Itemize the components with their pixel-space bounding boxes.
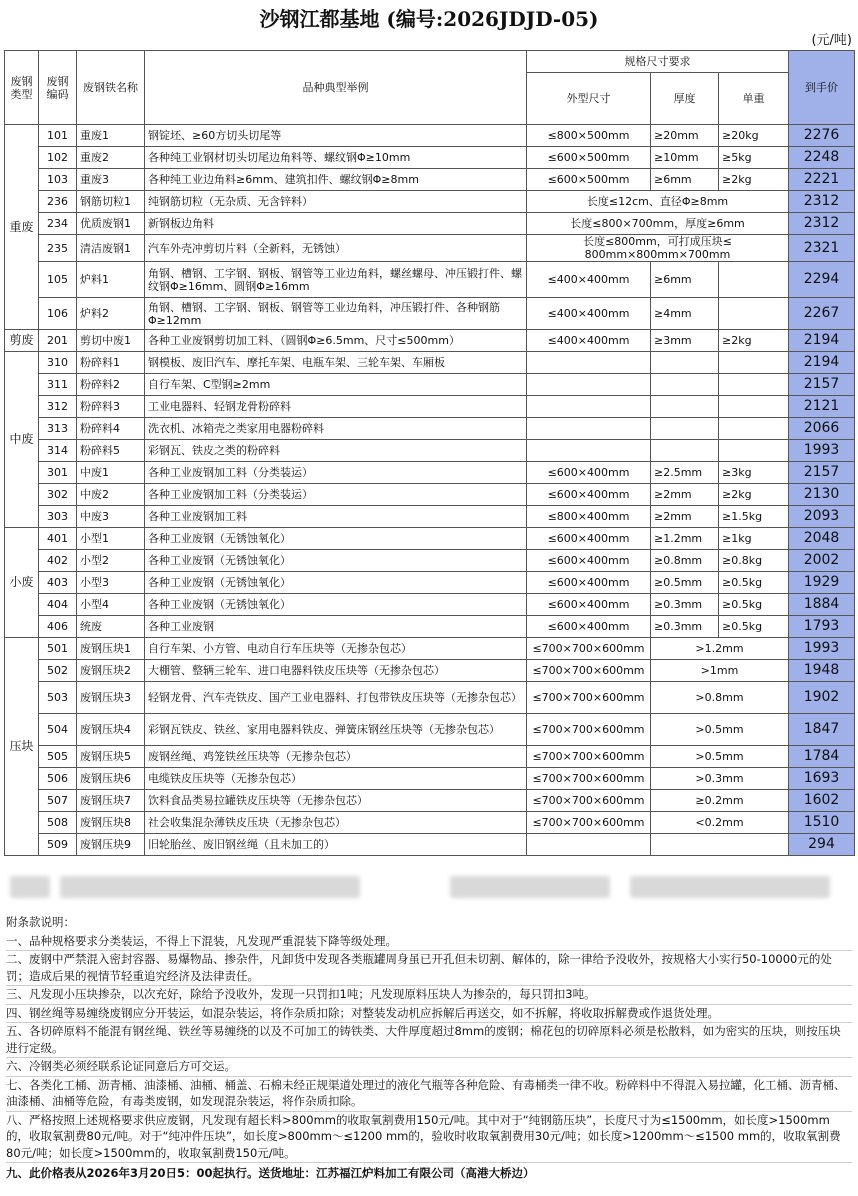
scrap-name: 中废3 [77,506,145,528]
header-thickness: 厚度 [651,73,719,125]
price-value: 1902 [789,682,855,714]
scrap-name: 重废1 [77,125,145,147]
spec-size [527,396,651,418]
scrap-name: 中废2 [77,484,145,506]
scrap-code: 302 [39,484,77,506]
typical-example: 各种工业废钢加工料（分类装运） [145,462,527,484]
scrap-name: 废钢压块5 [77,746,145,768]
scrap-name: 统废 [77,616,145,638]
scrap-name: 粉碎料1 [77,352,145,374]
group-label: 压块 [5,638,39,856]
scrap-code: 310 [39,352,77,374]
spec-size: ≤700×700×600mm [527,682,651,714]
price-value: 2294 [789,262,855,298]
terms-notes [6,914,852,1182]
scrap-name: 小型1 [77,528,145,550]
price-value: 2312 [789,213,855,235]
group-label: 小废 [5,528,39,638]
spec-thickness: <0.2mm [651,812,789,834]
price-value: 2130 [789,484,855,506]
spec-size [527,352,651,374]
typical-example: 钢模板、废旧汽车、摩托车架、电瓶车架、三轮车架、车厢板 [145,352,527,374]
table-row [5,812,855,834]
scrap-code: 103 [39,169,77,191]
spec-thickness: ≥2.5mm [651,462,719,484]
price-value: 1948 [789,660,855,682]
typical-example: 各种纯工业钢材切头切尾边角料等、螺纹钢Φ≥10mm [145,147,527,169]
spec-weight: ≥0.5kg [719,572,789,594]
spec-thickness: ≥0.3mm [651,594,719,616]
scrap-name: 废钢压块9 [77,834,145,856]
spec-weight [719,418,789,440]
scrap-name: 废钢压块7 [77,790,145,812]
table-row [5,330,855,352]
price-value: 2002 [789,550,855,572]
spec-size: ≤600×500mm [527,147,651,169]
spec-thickness [651,418,719,440]
spec-weight: ≥2kg [719,330,789,352]
spec-size: ≤600×400mm [527,462,651,484]
spec-weight: ≥20kg [719,125,789,147]
scrap-code: 402 [39,550,77,572]
scrap-name: 小型2 [77,550,145,572]
scrap-code: 505 [39,746,77,768]
spec-thickness [651,834,789,856]
spec-weight [719,396,789,418]
spec-thickness: ≥6mm [651,169,719,191]
spec-thickness: >0.5mm [651,714,789,746]
scrap-code: 504 [39,714,77,746]
header-price: 到手价 [789,51,855,125]
scrap-code: 314 [39,440,77,462]
spec-thickness [651,352,719,374]
table-row [5,506,855,528]
typical-example: 各种工业废钢剪切加工料、（圆钢Φ≥6.5mm、尺寸≤500mm） [145,330,527,352]
typical-example: 新钢板边角料 [145,213,527,235]
typical-example: 各种工业废钢（无锈蚀氧化） [145,528,527,550]
spec-size: ≤600×400mm [527,528,651,550]
spec-weight: ≥1.5kg [719,506,789,528]
spec-weight [719,440,789,462]
scrap-name: 废钢压块1 [77,638,145,660]
scrap-code: 406 [39,616,77,638]
spec-size: ≤600×400mm [527,616,651,638]
spec-weight: ≥3kg [719,462,789,484]
scrap-code: 506 [39,768,77,790]
typical-example: 大棚管、整辆三轮车、进口电器料铁皮压块等（无掺杂包芯） [145,660,527,682]
table-row [5,125,855,147]
scrap-name: 优质废钢1 [77,213,145,235]
price-value: 2194 [789,330,855,352]
scrap-code: 303 [39,506,77,528]
group-label: 剪废 [5,330,39,352]
spec-thickness: ≥20mm [651,125,719,147]
table-row [5,550,855,572]
note-item: 七、各类化工桶、沥青桶、油漆桶、油桶、桶盖、石棉未经正规渠道处理过的液化气瓶等各种危险、有毒桶类一律不收。粉碎料中不得混入易拉罐，化工桶、沥青桶、油漆桶、油桶等危险，有毒类废钢，如发现混杂装运，将作杂质扣除。 [6,1077,852,1112]
price-value: 2221 [789,169,855,191]
spec-size: ≤600×400mm [527,594,651,616]
redacted-text [450,876,610,898]
table-row [5,638,855,660]
scrap-name: 炉料2 [77,298,145,330]
price-table-body [5,125,855,856]
typical-example: 工业电器料、轻钢龙骨粉碎料 [145,396,527,418]
note-item: 六、冷钢类必须经联系论证同意后方可交运。 [6,1058,852,1077]
scrap-name: 重废2 [77,147,145,169]
redacted-text [60,876,360,898]
note-item: 八、严格按照上述规格要求供应废钢，凡发现有超长料>800mm的收取氧割费用150元/吨。其中对于“纯钢筋压块”，长度尺寸为≤1500mm，如长度>1500mm的，收取氧割费80元/吨。对于“纯冲件压块”，如长度>800mm～≤1200 mm的，验收时收取氧割费用30元/吨；如长度>1200mm～≤1500 mm的，收取氧割费80元/吨；如长度>1500mm的，收取氧割费150元/吨。 [6,1112,852,1164]
price-value: 1993 [789,440,855,462]
scrap-name: 粉碎料4 [77,418,145,440]
price-value: 2048 [789,528,855,550]
price-table [4,50,855,856]
scrap-name: 中废1 [77,462,145,484]
price-value: 1793 [789,616,855,638]
price-value: 2093 [789,506,855,528]
header-example: 品种典型举例 [145,51,527,125]
spec-thickness: >1mm [651,660,789,682]
spec-thickness: >0.3mm [651,768,789,790]
spec-thickness: ≥3mm [651,330,719,352]
price-value: 2312 [789,191,855,213]
scrap-name: 小型4 [77,594,145,616]
price-value: 1693 [789,768,855,790]
spec-thickness: >1.2mm [651,638,789,660]
typical-example: 自行车架、C型钢≥2mm [145,374,527,396]
price-value: 1847 [789,714,855,746]
spec-weight: ≥0.5kg [719,594,789,616]
scrap-name: 废钢压块3 [77,682,145,714]
spec-weight: ≥0.5kg [719,616,789,638]
table-row [5,616,855,638]
price-value: 2157 [789,374,855,396]
table-row [5,682,855,714]
scrap-code: 101 [39,125,77,147]
typical-example: 彩钢瓦铁皮、铁丝、家用电器料铁皮、弹簧床钢丝压块等（无掺杂包芯） [145,714,527,746]
table-row [5,374,855,396]
typical-example: 各种工业废钢加工料（分类装运） [145,484,527,506]
scrap-code: 201 [39,330,77,352]
scrap-code: 503 [39,682,77,714]
price-value: 2321 [789,235,855,262]
spec-size: ≤600×400mm [527,572,651,594]
spec-thickness: ≥2mm [651,484,719,506]
redacted-text [630,876,830,898]
scrap-code: 105 [39,262,77,298]
spec-size [527,440,651,462]
table-row [5,169,855,191]
scrap-name: 粉碎料2 [77,374,145,396]
scrap-code: 401 [39,528,77,550]
table-row [5,262,855,298]
typical-example: 钢锭坯、≥60方切头切尾等 [145,125,527,147]
price-value: 2157 [789,462,855,484]
table-row [5,594,855,616]
scrap-code: 312 [39,396,77,418]
spec-thickness: ≥0.5mm [651,572,719,594]
table-row [5,660,855,682]
spec-thickness: >0.8mm [651,682,789,714]
typical-example: 角钢、槽钢、工字钢、钢板、钢管等工业边角料，螺丝螺母、冲压锻打件、螺纹钢Φ≥16mm、圆钢Φ≥16mm [145,262,527,298]
typical-example: 饮料食品类易拉罐铁皮压块等（无掺杂包芯） [145,790,527,812]
spec-combined: 长度≤12cm、直径Φ≥8mm [527,191,789,213]
spec-size: ≤700×700×600mm [527,660,651,682]
typical-example: 角钢、槽钢、工字钢、钢板、钢管等工业边角料，冲压锻打件、各种钢筋Φ≥12mm [145,298,527,330]
spec-thickness [651,374,719,396]
table-row [5,191,855,213]
scrap-code: 106 [39,298,77,330]
spec-size: ≤700×700×600mm [527,768,651,790]
spec-weight [719,374,789,396]
scrap-name: 剪切中废1 [77,330,145,352]
spec-weight: ≥2kg [719,169,789,191]
table-row [5,418,855,440]
table-row [5,790,855,812]
typical-example: 废钢丝绳、鸡笼铁丝压块等（无掺杂包芯） [145,746,527,768]
typical-example: 电缆铁皮压块等（无掺杂包芯） [145,768,527,790]
price-value: 2066 [789,418,855,440]
spec-size: ≤700×700×600mm [527,812,651,834]
note-item: 四、钢丝绳等易缠绕废钢应分开装运，如混杂装运，将作杂质扣除；对整装发动机应拆解后再送交，如不拆解，将收取拆解费或作退货处理。 [6,1005,852,1024]
table-row [5,298,855,330]
spec-size: ≤700×700×600mm [527,790,651,812]
note-item: 三、凡发现小压块掺杂，以次充好，除给予没收外，发现一只罚扣1吨；凡发现原料压块人为掺杂的，每只罚扣3吨。 [6,986,852,1005]
scrap-name: 清洁废钢1 [77,235,145,262]
spec-thickness: ≥0.8mm [651,550,719,572]
page-title: 沙钢江都基地 (编号:2026JDJD-05) [259,7,599,31]
spec-size: ≤800×500mm [527,125,651,147]
scrap-code: 311 [39,374,77,396]
table-row [5,714,855,746]
typical-example: 各种纯工业边角料≥6mm、建筑扣件、螺纹钢Φ≥8mm [145,169,527,191]
scrap-code: 102 [39,147,77,169]
header-size: 外型尺寸 [527,73,651,125]
scrap-code: 501 [39,638,77,660]
typical-example: 社会收集混杂薄铁皮压块（无掺杂包芯） [145,812,527,834]
typical-example: 纯钢筋切粒（无杂质、无含锌料） [145,191,527,213]
note-item: 二、废钢中严禁混入密封容器、易爆物品、掺杂件，凡卸货中发现各类瓶罐周身虽已开孔但未切割、解体的，除一律给予没收外，按规格大小实行50-10000元的处罚；造成后果的视情节轻重追究经济及法律责任。 [6,951,852,986]
scrap-name: 废钢压块2 [77,660,145,682]
spec-thickness: >0.5mm [651,746,789,768]
header-weight: 单重 [719,73,789,125]
typical-example: 各种工业废钢 [145,616,527,638]
group-label: 重废 [5,125,39,330]
scrap-name: 废钢压块6 [77,768,145,790]
typical-example: 旧轮胎丝、废旧钢丝绳（且未加工的） [145,834,527,856]
table-row [5,572,855,594]
spec-size: ≤600×500mm [527,169,651,191]
spec-combined: 长度≤800×700mm，厚度≥6mm [527,213,789,235]
typical-example: 各种工业废钢（无锈蚀氧化） [145,594,527,616]
spec-thickness: ≥6mm [651,262,719,298]
scrap-code: 403 [39,572,77,594]
table-row [5,213,855,235]
spec-thickness: ≥1.2mm [651,528,719,550]
spec-weight [719,352,789,374]
spec-size [527,374,651,396]
spec-weight: ≥5kg [719,147,789,169]
scrap-code: 235 [39,235,77,262]
spec-weight: ≥0.8kg [719,550,789,572]
spec-size: ≤400×400mm [527,298,651,330]
spec-size: ≤700×700×600mm [527,746,651,768]
scrap-name: 废钢压块4 [77,714,145,746]
notes-heading: 附条款说明： [6,915,75,929]
price-value: 1993 [789,638,855,660]
header-code: 废钢编码 [39,51,77,125]
spec-size [527,418,651,440]
price-value: 1884 [789,594,855,616]
typical-example: 洗衣机、冰箱壳之类家用电器粉碎料 [145,418,527,440]
spec-thickness: ≥2mm [651,506,719,528]
spec-size: ≤600×400mm [527,484,651,506]
scrap-code: 508 [39,812,77,834]
price-value: 1602 [789,790,855,812]
price-value: 2276 [789,125,855,147]
typical-example: 各种工业废钢（无锈蚀氧化） [145,572,527,594]
spec-weight [719,298,789,330]
typical-example: 汽车外壳冲剪切片料（全新料，无锈蚀） [145,235,527,262]
spec-thickness: ≥0.3mm [651,616,719,638]
spec-weight [719,262,789,298]
note-item: 一、品种规格要求分类装运，不得上下混装，凡发现严重混装下降等级处理。 [6,933,852,952]
spec-thickness [651,440,719,462]
spec-size: ≤400×400mm [527,330,651,352]
scrap-code: 313 [39,418,77,440]
table-row [5,746,855,768]
spec-weight: ≥2kg [719,484,789,506]
spec-combined: 长度≤800mm，可打成压块≤ 800mm×800mm×700mm [527,235,789,262]
price-value: 2248 [789,147,855,169]
scrap-code: 301 [39,462,77,484]
typical-example: 各种工业废钢加工料 [145,506,527,528]
price-value: 2194 [789,352,855,374]
header-spec: 规格尺寸要求 [527,51,789,73]
price-value: 1929 [789,572,855,594]
table-row [5,396,855,418]
scrap-name: 粉碎料5 [77,440,145,462]
price-value: 294 [789,834,855,856]
redacted-text [10,876,50,898]
scrap-name: 废钢压块8 [77,812,145,834]
price-value: 2267 [789,298,855,330]
table-row [5,768,855,790]
header-type: 废钢类型 [5,51,39,125]
spec-size [527,834,651,856]
note-item: 五、各切碎原料不能混有钢丝绳、铁丝等易缠绕的以及不可加工的铸铁类、大件厚度超过8mm的废钢；棉花包的切碎原料必须是松散料，如为密实的压块，则按压块进行定级。 [6,1023,852,1058]
spec-thickness: ≥0.2mm [651,790,789,812]
spec-size: ≤700×700×600mm [527,638,651,660]
table-row [5,440,855,462]
scrap-name: 小型3 [77,572,145,594]
table-row [5,147,855,169]
typical-example: 各种工业废钢（无锈蚀氧化） [145,550,527,572]
spec-size: ≤400×400mm [527,262,651,298]
scrap-name: 钢筋切粒1 [77,191,145,213]
typical-example: 轻钢龙骨、汽车壳铁皮、国产工业电器料、打包带铁皮压块等（无掺杂包芯） [145,682,527,714]
price-value: 1510 [789,812,855,834]
scrap-name: 炉料1 [77,262,145,298]
scrap-code: 404 [39,594,77,616]
header-name: 废钢铁名称 [77,51,145,125]
scrap-name: 粉碎料3 [77,396,145,418]
spec-weight: ≥1kg [719,528,789,550]
table-row [5,484,855,506]
scrap-code: 502 [39,660,77,682]
table-row [5,352,855,374]
scrap-code: 234 [39,213,77,235]
scrap-name: 重废3 [77,169,145,191]
table-row [5,834,855,856]
spec-thickness [651,396,719,418]
spec-size: ≤600×400mm [527,550,651,572]
typical-example: 自行车架、小方管、电动自行车压块等（无掺杂包芯） [145,638,527,660]
scrap-code: 507 [39,790,77,812]
price-value: 2121 [789,396,855,418]
price-value: 1784 [789,746,855,768]
spec-size: ≤700×700×600mm [527,714,651,746]
group-label: 中废 [5,352,39,528]
spec-thickness: ≥4mm [651,298,719,330]
table-row [5,235,855,262]
scrap-code: 236 [39,191,77,213]
spec-size: ≤800×400mm [527,506,651,528]
typical-example: 彩钢瓦、铁皮之类的粉碎料 [145,440,527,462]
scrap-code: 509 [39,834,77,856]
spec-thickness: ≥10mm [651,147,719,169]
effective-date-note: 九、此价格表从2026年3月20日5：00起执行。送货地址：江苏福江炉料加工有限公司（高港大桥边） [6,1166,535,1180]
currency-unit: (元/吨) [811,33,852,48]
table-row [5,528,855,550]
table-row [5,462,855,484]
